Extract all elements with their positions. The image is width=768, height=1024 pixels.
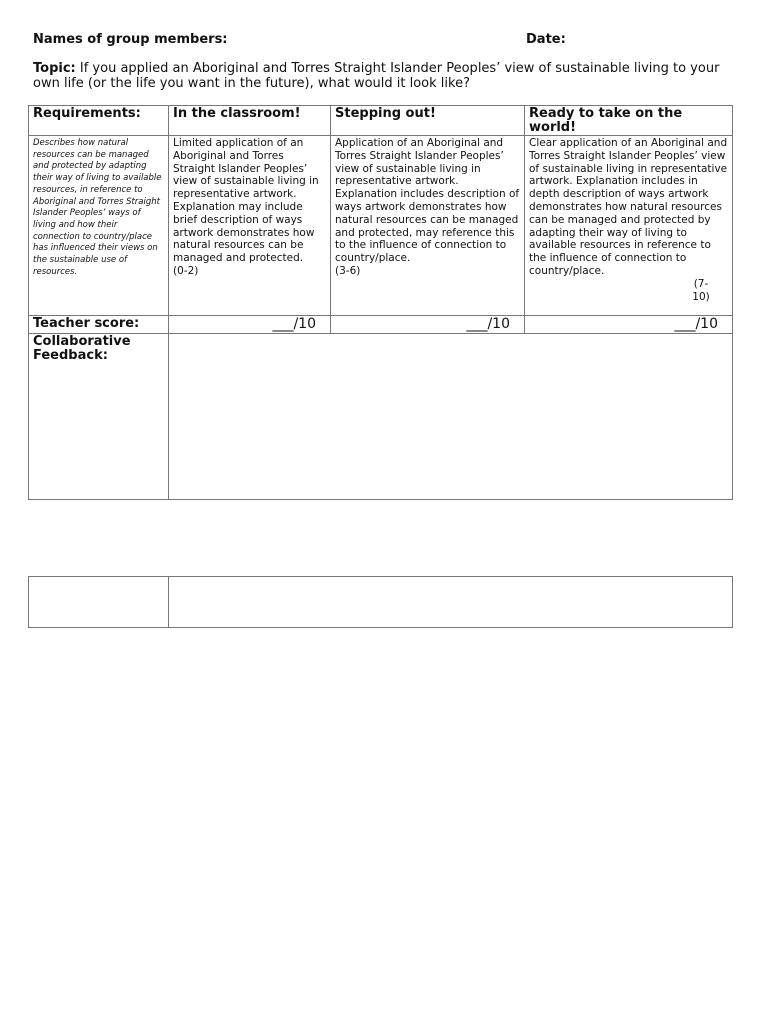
blank-cell-left[interactable]	[29, 577, 169, 628]
blank-cell-right[interactable]	[169, 577, 733, 628]
level-description: Application of an Aboriginal and Torres Straight Islander Peoples’ view of sustainable living in representative artwork. Explanation includes description of ways artwork demonstrates how natural resources can be managed and protected, may reference this to the influence of connection to country/place.	[335, 137, 520, 265]
score-in-the-classroom[interactable]: ___/10	[169, 316, 331, 334]
rubric-table	[28, 105, 733, 500]
level-range: (0-2)	[173, 264, 199, 277]
level-in-the-classroom	[169, 136, 331, 316]
topic-text: If you applied an Aboriginal and Torres Straight Islander Peoples’ view of sustainable living to your own life (or the life you want in the future), what would it look like?	[33, 61, 720, 91]
score-stepping-out[interactable]: ___/10	[331, 316, 525, 334]
stepping-out-header: Stepping out!	[331, 106, 525, 136]
date-label: Date:	[526, 32, 566, 47]
topic-label: Topic:	[33, 61, 76, 76]
in-the-classroom-header: In the classroom!	[169, 106, 331, 136]
level-range: (3-6)	[335, 264, 361, 277]
teacher-score-row	[29, 316, 733, 334]
blank-table	[28, 576, 733, 628]
rubric-criteria-row	[29, 136, 733, 316]
collaborative-feedback-area[interactable]	[169, 334, 733, 500]
collaborative-feedback-label: Collaborative Feedback:	[29, 334, 169, 500]
collaborative-feedback-row	[29, 334, 733, 500]
requirement-description: Describes how natural resources can be managed and protected by adapting their way of living to available resources, in reference to Aboriginal and Torres Straight Islander Peoples’ ways of living and how their connection to country/place has influenced their views on the sustainable use of resources.	[29, 136, 169, 316]
ready-to-take-on-the-world-header: Ready to take on the world!	[525, 106, 733, 136]
level-ready-to-take-on-the-world	[525, 136, 733, 316]
topic	[33, 61, 733, 91]
names-of-group-members-label: Names of group members:	[33, 32, 228, 47]
teacher-score-label: Teacher score:	[29, 316, 169, 334]
level-range-text: (7-10)	[692, 277, 710, 303]
rubric-header-row	[29, 106, 733, 136]
blank-row	[29, 577, 733, 628]
level-description: Clear application of an Aboriginal and Torres Straight Islander Peoples’ view of sustainable living in representative artwork. Explanation includes in depth description of ways artwork demonstrates how natural resources can be managed and protected by adapting their way of living to available resources in reference to the influence of connection to country/place.	[529, 137, 728, 277]
level-stepping-out	[331, 136, 525, 316]
score-ready-to-take-on-the-world[interactable]: ___/10	[525, 316, 733, 334]
requirements-header: Requirements:	[29, 106, 169, 136]
level-range	[529, 278, 728, 304]
level-description: Limited application of an Aboriginal and Torres Straight Islander Peoples’ view of sustainable living in representative artwork. Explanation may include brief description of ways artwork demonstrates how natural resources can be managed and protected.	[173, 137, 319, 265]
